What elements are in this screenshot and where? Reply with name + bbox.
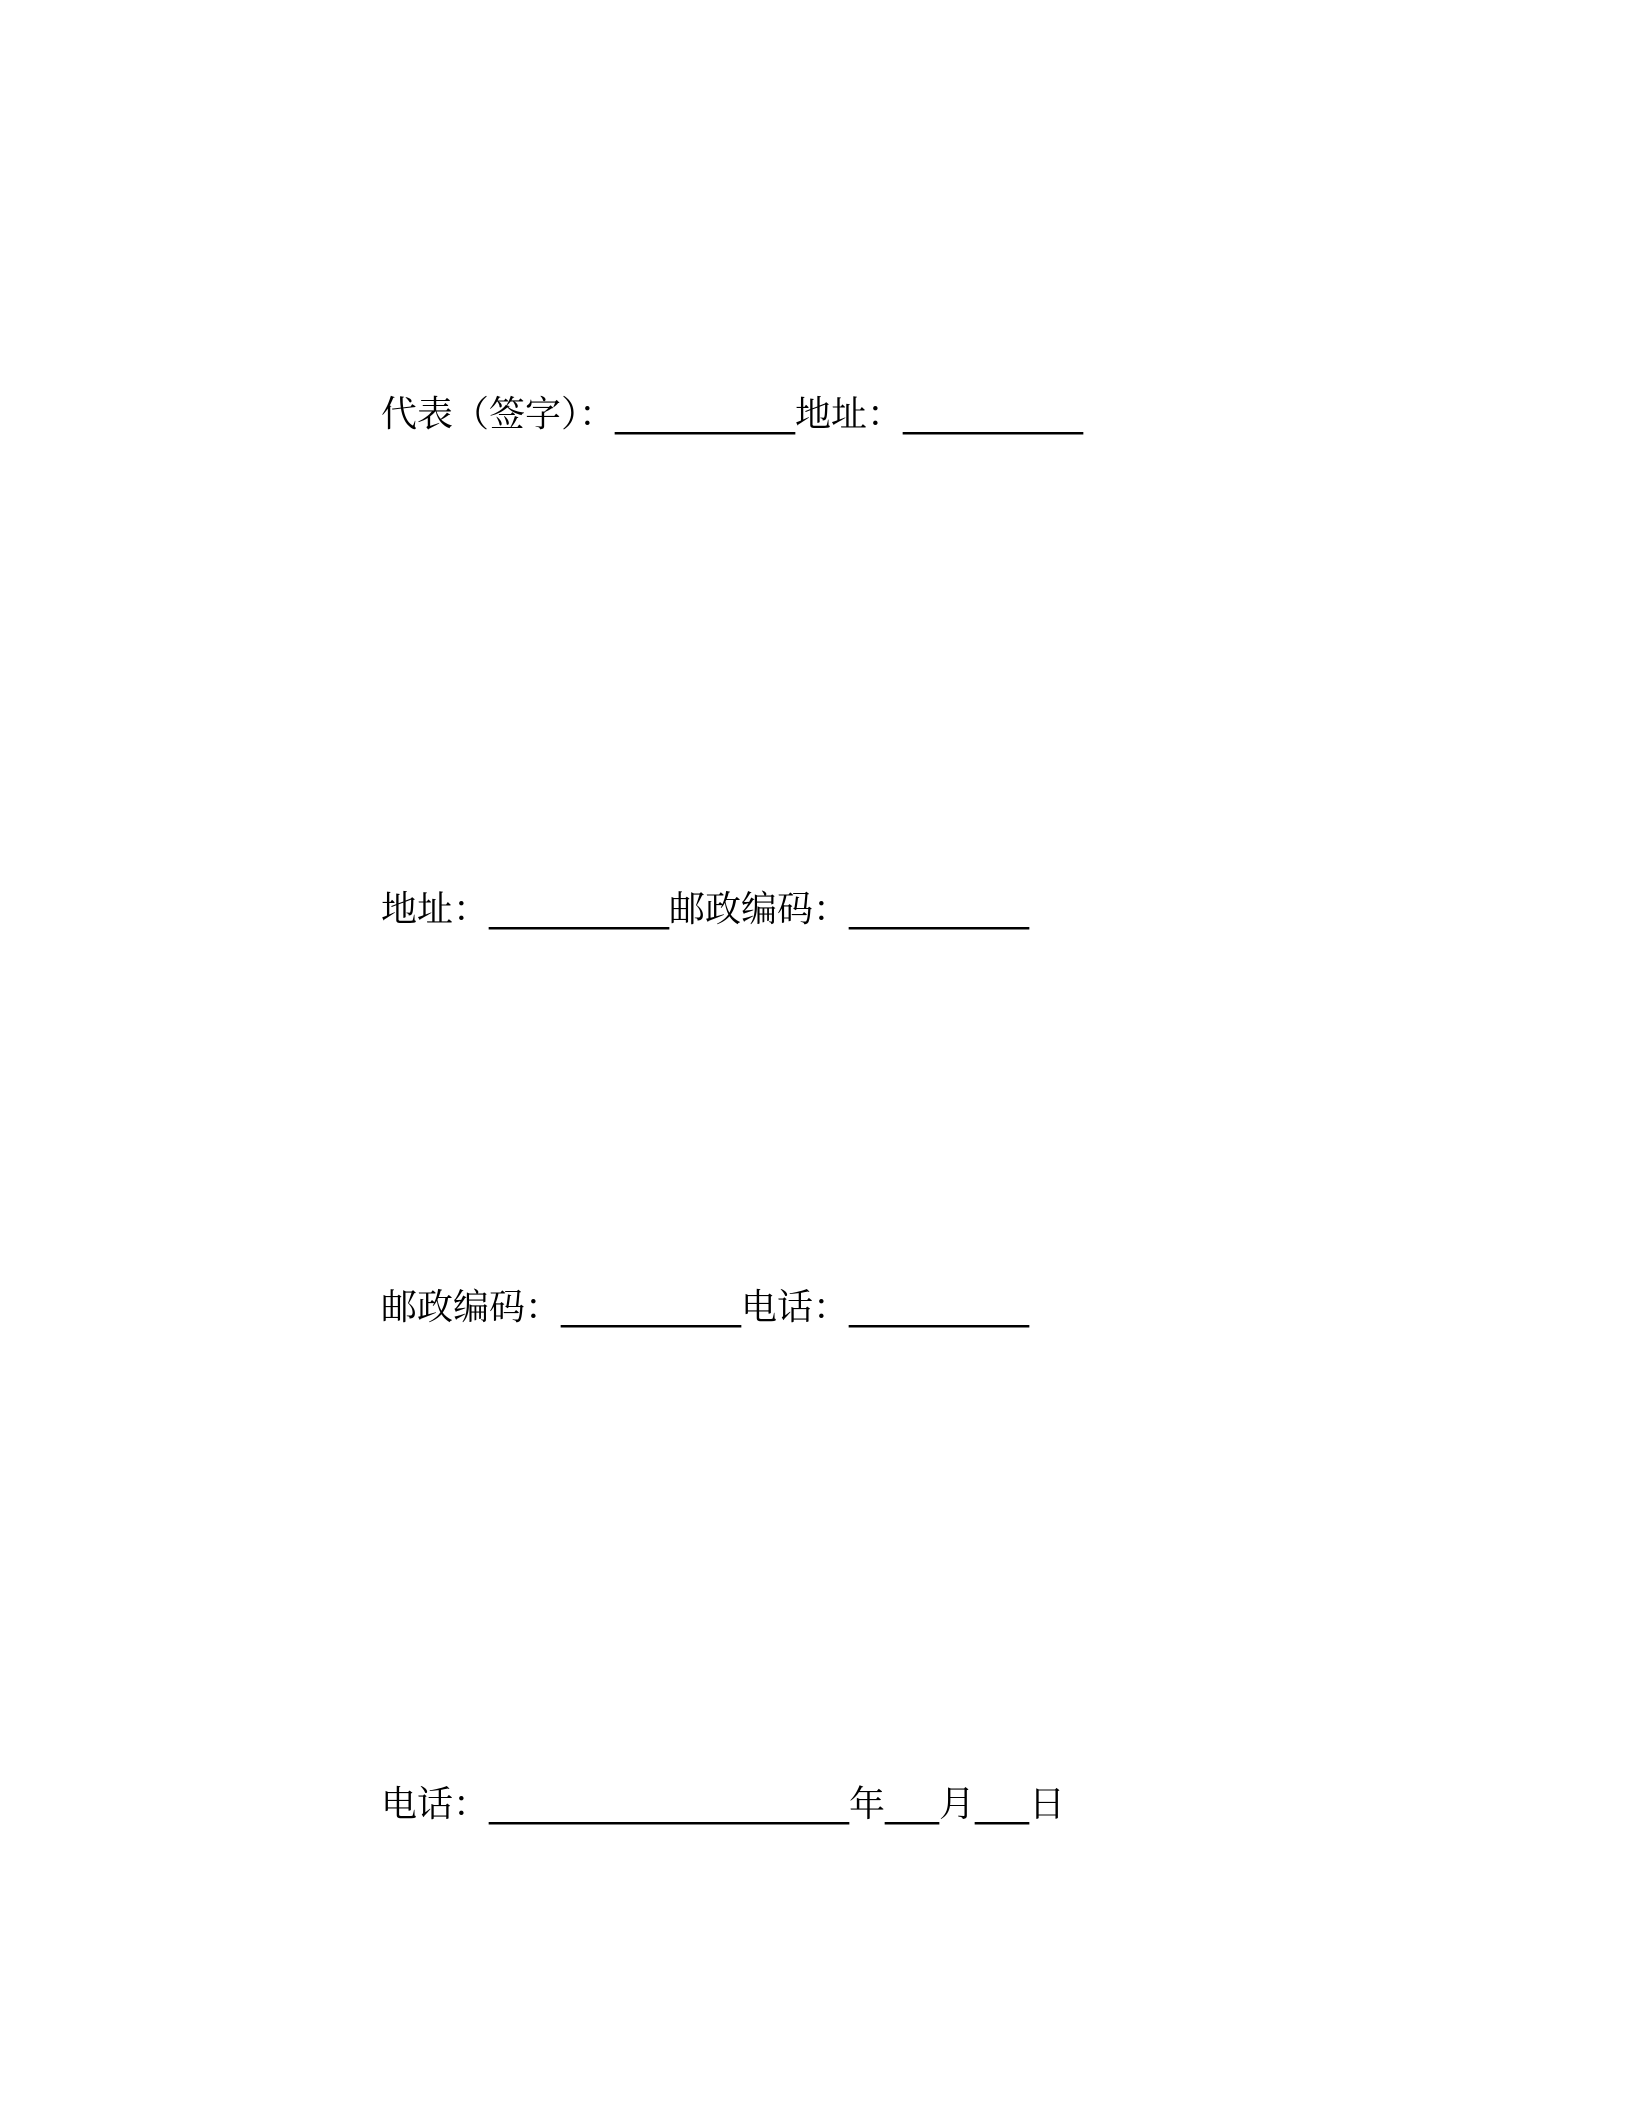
representative-signature-label: 代表（签字）： — [381, 394, 616, 435]
postal-code-label: 邮政编码： — [669, 889, 850, 930]
postal-code-blank: __________ — [561, 1287, 742, 1328]
postal-code-label: 邮政编码： — [381, 1287, 562, 1328]
address-label: 地址： — [795, 394, 904, 435]
month-label: 月 — [939, 1784, 976, 1825]
representative-signature-line — [381, 389, 1083, 441]
phone-label: 电话： — [381, 1784, 490, 1825]
year-label: 年 — [849, 1784, 886, 1825]
address-blank: __________ — [903, 394, 1084, 435]
postal-code-blank: __________ — [849, 889, 1030, 930]
day-blank: ___ — [975, 1784, 1030, 1825]
postal-phone-line — [381, 1282, 1029, 1334]
phone-date-line — [381, 1779, 1065, 1831]
representative-signature-blank: __________ — [615, 394, 796, 435]
phone-blank: ____________________ — [489, 1784, 850, 1825]
phone-label: 电话： — [741, 1287, 850, 1328]
address-label: 地址： — [381, 889, 490, 930]
address-postal-line — [381, 884, 1029, 936]
day-label: 日 — [1029, 1784, 1066, 1825]
phone-blank: __________ — [849, 1287, 1030, 1328]
address-blank: __________ — [489, 889, 670, 930]
month-blank: ___ — [885, 1784, 940, 1825]
